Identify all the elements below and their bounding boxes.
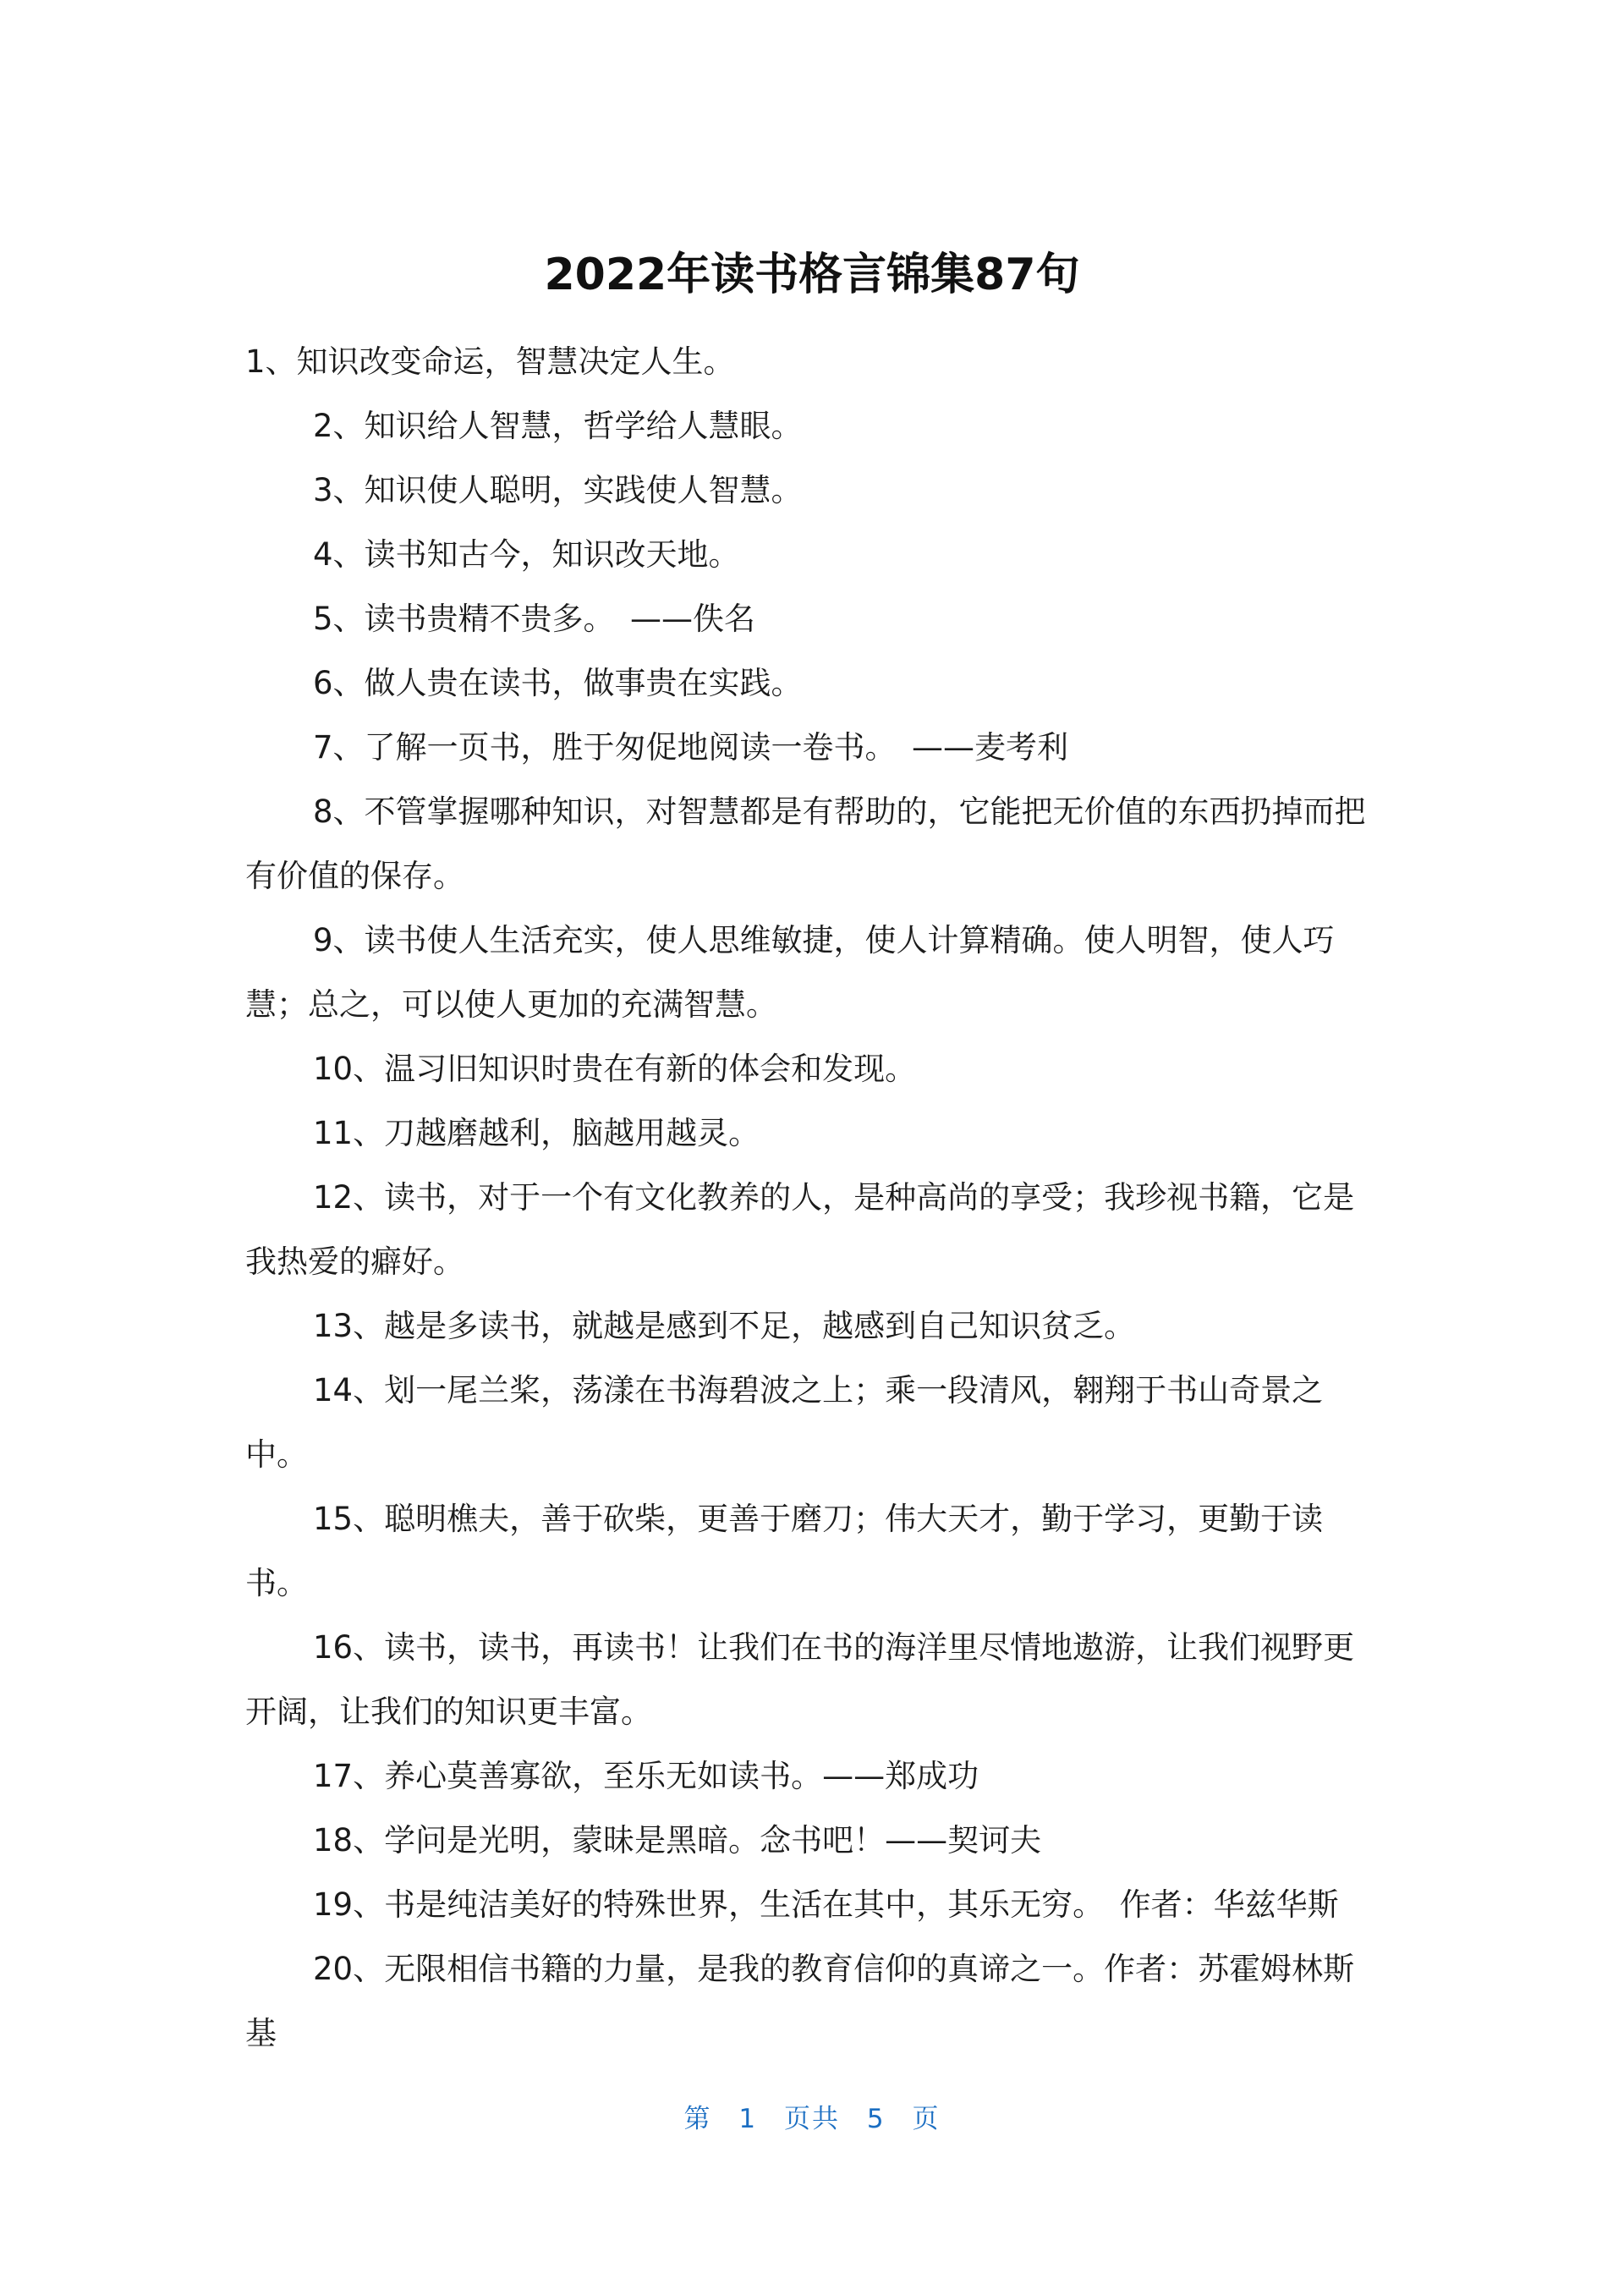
footer-total-pages: 5 xyxy=(866,2104,886,2134)
quote-line: 15、聪明樵夫，善于砍柴，更善于磨刀；伟大天才，勤于学习，更勤于读书。 xyxy=(245,1501,1324,1601)
quote-line: 13、越是多读书，就越是感到不足，越感到自己知识贫乏。 xyxy=(313,1308,1136,1344)
quote-line: 6、做人贵在读书，做事贵在实践。 xyxy=(313,665,803,701)
quote-line: 19、书是纯洁美好的特殊世界，生活在其中，其乐无穷。 作者：华兹华斯 xyxy=(313,1886,1339,1923)
quote-line: 17、养心莫善寡欲，至乐无如读书。——郑成功 xyxy=(313,1758,979,1794)
quote-line: 4、读书知古今，知识改天地。 xyxy=(313,536,740,573)
quote-line: 8、不管掌握哪种知识，对智慧都是有帮助的，它能把无价值的东西扔掉而把有价值的保存。 xyxy=(245,793,1366,894)
quote-line: 14、划一尾兰桨，荡漾在书海碧波之上；乘一段清风，翱翔于书山奇景之中。 xyxy=(245,1372,1324,1473)
footer-page-prefix: 第 xyxy=(683,2104,712,2134)
quote-line: 5、读书贵精不贵多。 ——佚名 xyxy=(313,601,756,637)
quote-line: 1、知识改变命运，智慧决定人生。 xyxy=(245,343,735,380)
footer-page-number: 1 xyxy=(738,2104,758,2134)
quote-line: 11、刀越磨越利，脑越用越灵。 xyxy=(313,1115,760,1151)
quote-line: 12、读书，对于一个有文化教养的人，是种高尚的享受；我珍视书籍，它是我热爱的癖好。 xyxy=(245,1179,1355,1280)
page-footer xyxy=(0,2098,1624,2140)
quote-line: 16、读书，读书，再读书！让我们在书的海洋里尽情地遨游，让我们视野更开阔，让我们的知识更丰富。 xyxy=(245,1629,1355,1730)
quote-line: 2、知识给人智慧，哲学给人慧眼。 xyxy=(313,408,803,444)
quote-line: 10、温习旧知识时贵在有新的体会和发现。 xyxy=(313,1051,917,1087)
quote-line: 18、学问是光明，蒙昧是黑暗。念书吧！——契诃夫 xyxy=(313,1822,1042,1859)
document-body xyxy=(245,330,1374,2066)
footer-page-suffix: 页 xyxy=(912,2104,941,2134)
document-title: 2022年读书格言锦集87句 xyxy=(544,250,1080,300)
footer-page-mid: 页共 xyxy=(784,2104,840,2134)
quote-line: 20、无限相信书籍的力量，是我的教育信仰的真谛之一。作者：苏霍姆林斯基 xyxy=(245,1951,1355,2051)
quote-line: 3、知识使人聪明，实践使人智慧。 xyxy=(313,472,803,508)
quote-line: 7、了解一页书，胜于匆促地阅读一卷书。 ——麦考利 xyxy=(313,729,1069,766)
quote-line: 9、读书使人生活充实，使人思维敏捷，使人计算精确。使人明智，使人巧慧；总之，可以使人更加的充满智慧。 xyxy=(245,922,1335,1023)
